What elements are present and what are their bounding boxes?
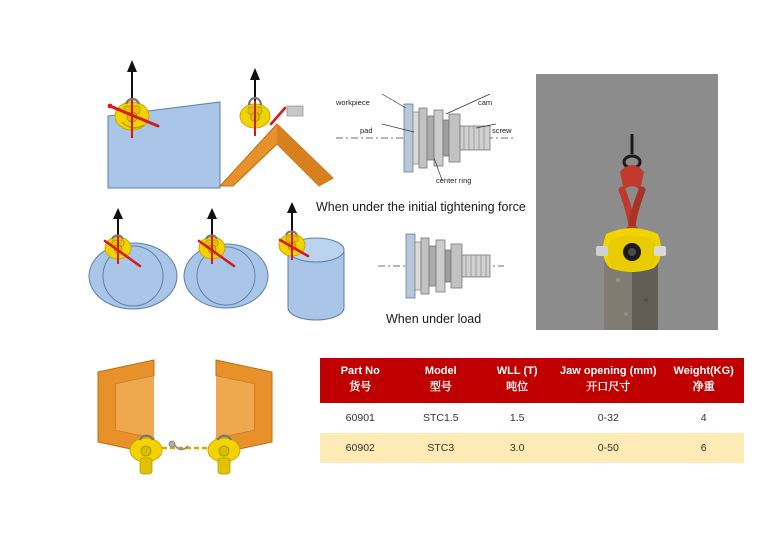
column-header-weight-en: Weight(KG) <box>673 365 734 377</box>
callout-workpiece: workpiece <box>336 98 370 107</box>
callout-center-ring: center ring <box>436 176 472 185</box>
cell-part-no: 60902 <box>320 433 401 463</box>
column-header-weight <box>663 358 744 403</box>
cell-wll: 3.0 <box>481 433 553 463</box>
callout-pad: pad <box>360 126 373 135</box>
cell-weight: 6 <box>663 433 744 463</box>
callout-cam: cam <box>478 98 493 107</box>
caption-initial-tightening-force: When under the initial tightening force <box>316 200 526 214</box>
column-header-part-no-en: Part No <box>340 365 380 377</box>
column-header-wll-en: WLL (T) <box>496 365 538 377</box>
product-photo <box>536 74 718 330</box>
column-header-model-en: Model <box>424 365 457 377</box>
figure-beam-pair-clamps <box>80 358 290 508</box>
callout-screw: screw <box>492 126 512 135</box>
cell-part-no: 60901 <box>320 403 401 433</box>
column-header-jaw-opening <box>553 358 663 403</box>
cell-wll: 1.5 <box>481 403 553 433</box>
table-row <box>320 403 744 433</box>
cell-model: STC1.5 <box>401 403 482 433</box>
caption-under-load: When under load <box>386 312 482 326</box>
cell-jaw-opening: 0-32 <box>553 403 663 433</box>
column-header-model-cn: 型号 <box>429 380 452 393</box>
column-header-jaw-opening-en: Jaw opening (mm) <box>560 365 657 377</box>
table-header-row <box>320 358 744 403</box>
figure-cylinder-upright <box>258 200 368 322</box>
column-header-wll-cn: 吨位 <box>506 380 529 393</box>
cell-weight: 4 <box>663 403 744 433</box>
column-header-weight-cn: 净重 <box>692 380 715 393</box>
table-row <box>320 433 744 463</box>
cell-model: STC3 <box>401 433 482 463</box>
column-header-model <box>401 358 482 403</box>
column-header-jaw-opening-cn: 开口尺寸 <box>586 380 631 393</box>
cell-jaw-opening: 0-50 <box>553 433 663 463</box>
column-header-part-no <box>320 358 401 403</box>
figure-cross-section-load <box>376 226 506 306</box>
column-header-part-no-cn: 货号 <box>349 380 372 393</box>
column-header-wll <box>481 358 553 403</box>
specification-table <box>320 358 744 463</box>
